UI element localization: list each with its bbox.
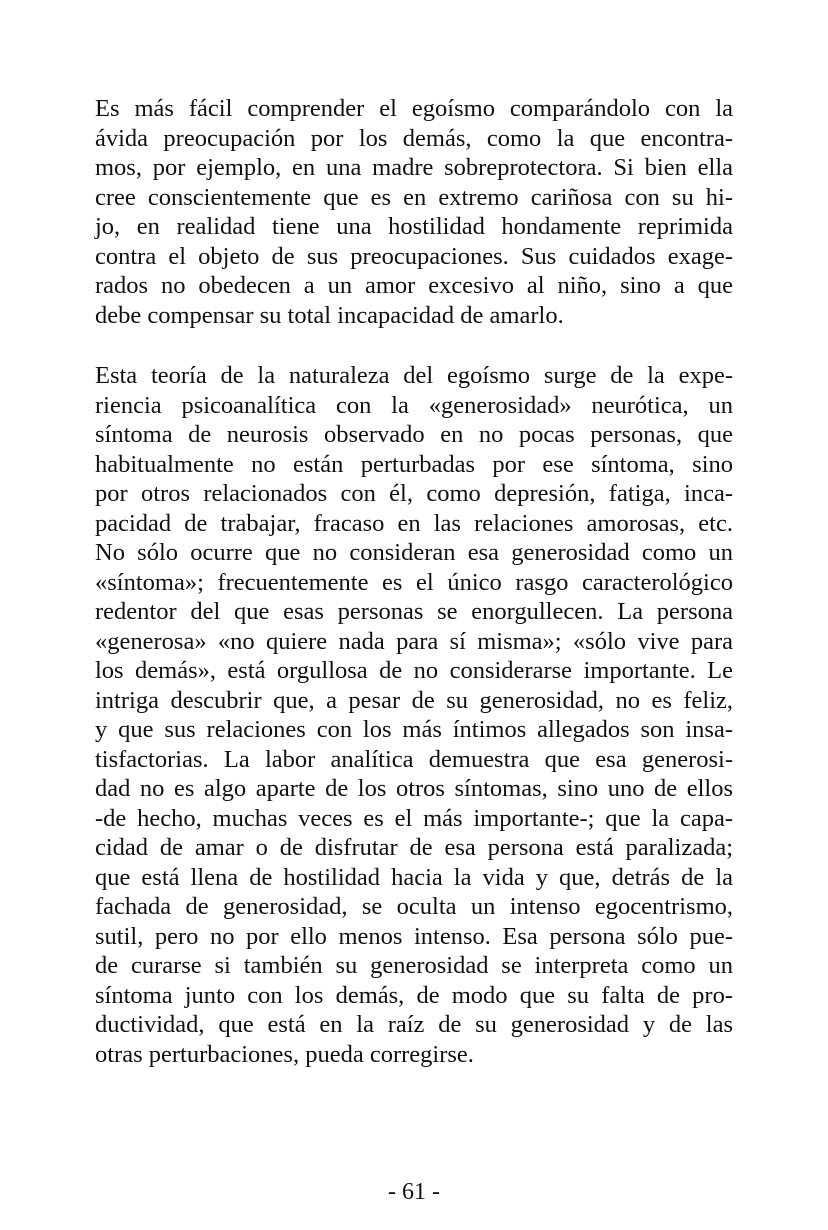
text-line: riencia psicoanalítica con la «generosidad» neurótica, un — [95, 391, 733, 419]
text-line: redentor del que esas personas se enorgullecen. La persona — [95, 598, 733, 625]
text-line: ávida preocupación por los demás, como la que encontra- — [95, 124, 733, 152]
text-line: jo, en realidad tiene una hostilidad hondamente reprimida — [95, 213, 733, 240]
text-line: Esta teoría de la naturaleza del egoísmo surge de la expe- — [95, 362, 733, 389]
text-line: Es más fácil comprender el egoísmo comparándolo con la — [95, 95, 733, 122]
text-line: síntoma junto con los demás, de modo que su falta de pro- — [95, 981, 733, 1009]
text-line: debe compensar su total incapacidad de amarlo. — [95, 301, 564, 329]
text-line: «síntoma»; frecuentemente es el único rasgo caracterológico — [95, 568, 733, 596]
page-number: - 61 - — [388, 1179, 440, 1205]
text-line: cree conscientemente que es en extremo cariñosa con su hi- — [95, 183, 733, 211]
page-body — [95, 94, 733, 1069]
text-line: intriga descubrir que, a pesar de su generosidad, no es feliz, — [95, 686, 733, 714]
text-line: y que sus relaciones con los más íntimos allegados son insa- — [95, 716, 733, 743]
text-line: los demás», está orgullosa de no considerarse importante. Le — [95, 657, 733, 684]
text-line: rados no obedecen a un amor excesivo al niño, sino a que — [95, 272, 733, 299]
paragraph-1 — [95, 94, 733, 330]
text-line: síntoma de neurosis observado en no pocas personas, que — [95, 421, 733, 448]
text-line: -de hecho, muchas veces es el más importante-; que la capa- — [95, 804, 733, 832]
text-line: de curarse si también su generosidad se interpreta como un — [95, 952, 733, 979]
text-line: pacidad de trabajar, fracaso en las relaciones amorosas, etc. — [95, 509, 733, 537]
text-line: habitualmente no están perturbadas por ese síntoma, sino — [95, 450, 733, 478]
text-line: ductividad, que está en la raíz de su generosidad y de las — [95, 1011, 733, 1038]
text-line: «generosa» «no quiere nada para sí misma»; «sólo vive para — [95, 627, 733, 655]
text-line: mos, por ejemplo, en una madre sobreprotectora. Si bien ella — [95, 154, 733, 181]
text-line: contra el objeto de sus preocupaciones. Sus cuidados exage- — [95, 242, 733, 270]
text-line: No sólo ocurre que no consideran esa generosidad como un — [95, 539, 733, 566]
text-line: fachada de generosidad, se oculta un intenso egocentrismo, — [95, 893, 733, 920]
text-line: que está llena de hostilidad hacia la vida y que, detrás de la — [95, 863, 733, 891]
text-line: dad no es algo aparte de los otros síntomas, sino uno de ellos — [95, 775, 733, 802]
text-line: tisfactorias. La labor analítica demuestra que esa generosi- — [95, 745, 733, 773]
text-line: otras perturbaciones, pueda corregirse. — [95, 1040, 474, 1068]
text-line: sutil, pero no por ello menos intenso. Esa persona sólo pue- — [95, 922, 733, 950]
text-line: por otros relacionados con él, como depresión, fatiga, inca- — [95, 480, 733, 507]
text-line: cidad de amar o de disfrutar de esa persona está paralizada; — [95, 834, 733, 861]
paragraph-2 — [95, 361, 733, 1069]
